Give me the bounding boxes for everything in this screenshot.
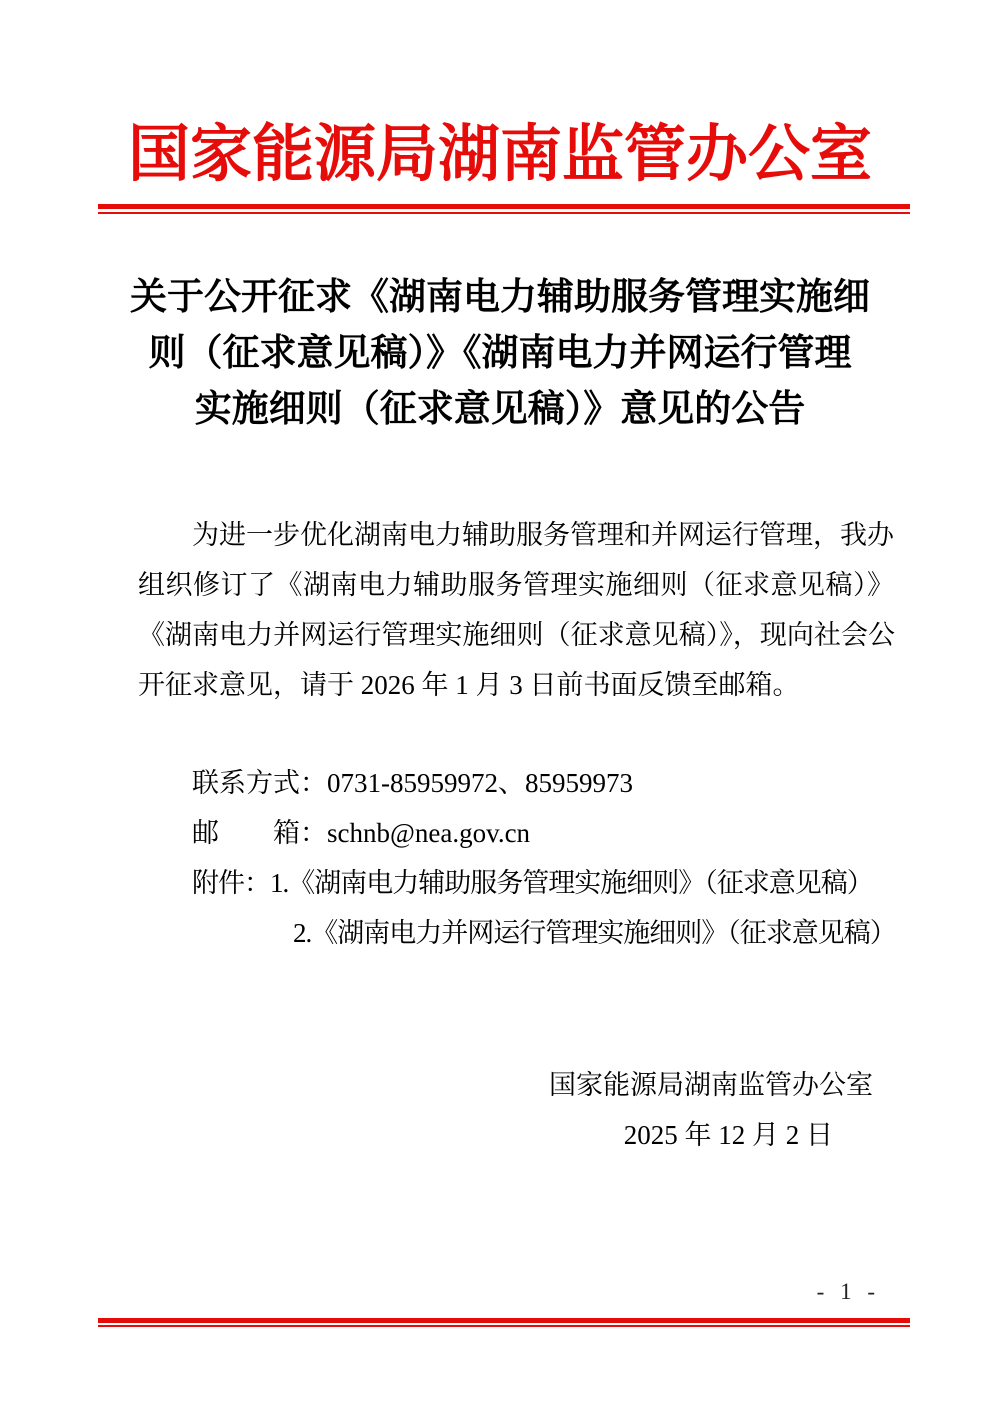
agency-masthead: 国家能源局湖南监管办公室 [127,121,872,189]
notice-title [0,270,1000,438]
footer-rule-thin [98,1325,910,1327]
attachment-item-2: 2.《湖南电力并网运行管理实施细则》（征求意见稿） [293,918,896,948]
signature-date: 2025 年 12 月 2 日 [623,1120,833,1150]
contact-email: 邮 箱：schnb@nea.gov.cn [192,818,531,848]
signature-organization: 国家能源局湖南监管办公室 [549,1070,873,1100]
header-rule-thin [98,212,910,214]
contact-block [192,758,896,958]
notice-body [138,510,894,710]
body-line-1: 为进一步优化湖南电力辅助服务管理和并网运行管理，我办 [192,520,894,550]
notice-title-line-2: 则（征求意见稿）》《湖南电力并网运行管理 [148,333,852,374]
attachment-item-1: 附件：1.《湖南电力辅助服务管理实施细则》（征求意见稿） [192,868,873,898]
header-double-rule [98,204,910,214]
footer-double-rule [98,1318,910,1327]
page-number: - 1 - [816,1279,880,1304]
contact-phone: 联系方式：0731-85959972、85959973 [192,768,633,798]
notice-title-line-1: 关于公开征求《湖南电力辅助服务管理实施细 [130,277,870,318]
body-line-3: 《湖南电力并网运行管理实施细则（征求意见稿）》，现向社会公 [138,620,894,650]
notice-title-line-3: 实施细则（征求意见稿）》意见的公告 [194,389,806,430]
body-line-4: 开征求意见，请于 2026 年 1 月 3 日前书面反馈至邮箱。 [138,670,800,700]
body-line-2: 组织修订了《湖南电力辅助服务管理实施细则（征求意见稿）》 [138,570,894,600]
